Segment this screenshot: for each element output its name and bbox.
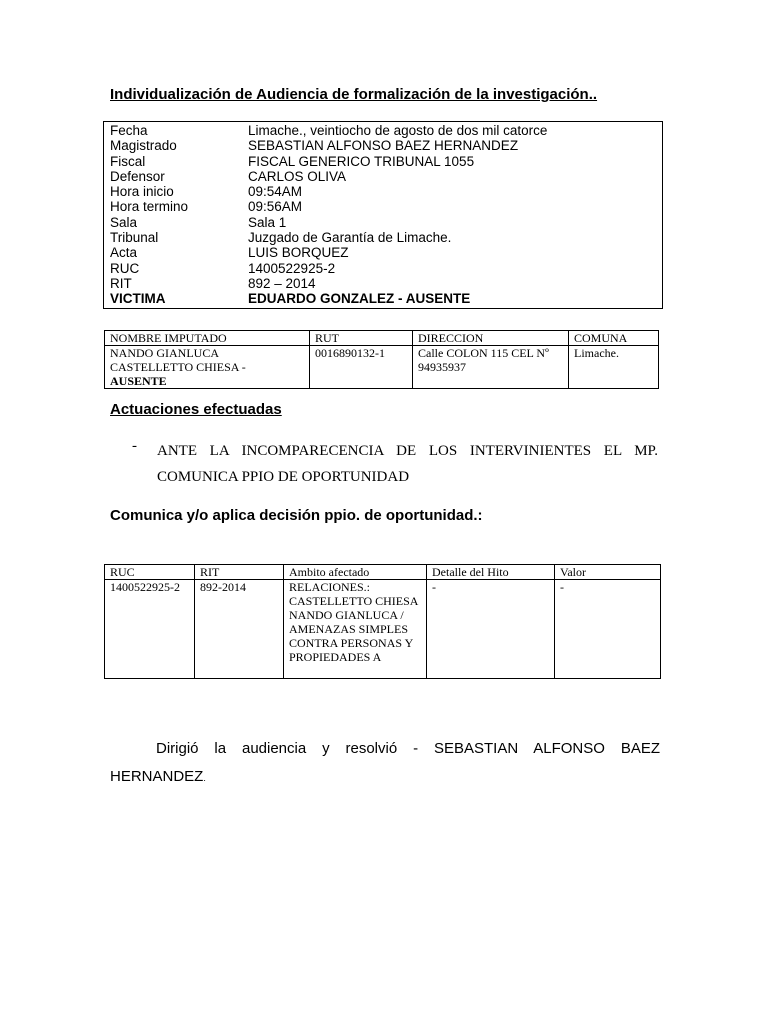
info-row [104, 122, 663, 139]
info-value: 09:54AM [248, 184, 303, 200]
cell-valor: - [555, 580, 661, 679]
info-value: EDUARDO GONZALEZ - AUSENTE [248, 291, 471, 307]
info-row [104, 276, 663, 291]
info-value: Juzgado de Garantía de Limache. [248, 230, 452, 246]
info-value: Limache., veintiocho de agosto de dos mil catorce [248, 123, 548, 138]
imputado-name: NANDO GIANLUCA CASTELLETTO CHIESA - [110, 346, 246, 374]
info-label: Sala [110, 214, 138, 230]
actuacion-item: ANTE LA INCOMPARECENCIA DE LOS INTERVINIENTES EL MP. COMUNICA PPIO DE OPORTUNIDAD [157, 443, 658, 485]
cell-rit: 892-2014 [195, 580, 284, 679]
imputado-table [104, 330, 659, 389]
actuaciones-heading: Actuaciones efectuadas [110, 401, 282, 418]
header-comuna: COMUNA [569, 331, 659, 346]
cell-comuna: Limache. [569, 346, 659, 389]
info-row [104, 199, 663, 214]
info-label: RUC [110, 260, 140, 276]
imputado-header-row [105, 331, 659, 346]
info-value: 1400522925-2 [248, 260, 336, 276]
info-value: CARLOS OLIVA [248, 168, 347, 184]
hearing-info-table [103, 121, 663, 309]
imputado-status: AUSENTE [110, 374, 167, 388]
info-value: LUIS BORQUEZ [248, 245, 349, 261]
hito-header-row [105, 565, 661, 580]
header-detalle: Detalle del Hito [427, 565, 555, 580]
bullet-dash: - [132, 438, 137, 454]
info-label: Fiscal [110, 153, 146, 169]
info-row [104, 169, 663, 184]
header-ruc: RUC [105, 565, 195, 580]
info-label: Hora termino [110, 199, 189, 215]
info-label: Fecha [110, 123, 148, 138]
cell-nombre-imputado [105, 346, 310, 389]
info-label: Tribunal [110, 230, 159, 246]
header-direccion: DIRECCION [413, 331, 569, 346]
info-label: VICTIMA [110, 291, 166, 307]
page-title: Individualización de Audiencia de formalización de la investigación.. [110, 86, 598, 103]
info-value: Sala 1 [248, 214, 287, 230]
cell-direccion: Calle COLON 115 CEL Nº 94935937 [413, 346, 569, 389]
header-nombre-imputado: NOMBRE IMPUTADO [105, 331, 310, 346]
hito-table [104, 564, 661, 679]
header-valor: Valor [555, 565, 661, 580]
info-label: Hora inicio [110, 184, 174, 200]
info-label: Defensor [110, 168, 165, 184]
info-value: 09:56AM [248, 199, 303, 215]
info-row [104, 245, 663, 260]
table-row [105, 346, 659, 389]
cell-rut: 0016890132-1 [310, 346, 413, 389]
header-ambito: Ambito afectado [284, 565, 427, 580]
info-row [104, 154, 663, 169]
info-label: Acta [110, 245, 138, 261]
closing-text: Dirigió la audiencia y resolvió - SEBASTIAN ALFONSO BAEZ HERNANDEZ [110, 740, 660, 785]
info-value: FISCAL GENERICO TRIBUNAL 1055 [248, 153, 475, 169]
info-row [104, 184, 663, 199]
info-value: SEBASTIAN ALFONSO BAEZ HERNANDEZ [248, 138, 519, 154]
info-label: RIT [110, 275, 132, 291]
info-row [104, 261, 663, 276]
info-row [104, 230, 663, 245]
info-row [104, 215, 663, 230]
cell-detalle: - [427, 580, 555, 679]
info-row [104, 291, 663, 308]
header-rut: RUT [310, 331, 413, 346]
info-value: 892 – 2014 [248, 275, 316, 291]
closing-period: . [203, 773, 206, 783]
cell-ruc: 1400522925-2 [105, 580, 195, 679]
header-rit: RIT [195, 565, 284, 580]
table-row [105, 580, 661, 679]
cell-ambito: RELACIONES.: CASTELLETTO CHIESA NANDO GIANLUCA / AMENAZAS SIMPLES CONTRA PERSONAS Y PROPIEDADES A [284, 580, 427, 679]
info-row [104, 138, 663, 153]
decision-heading: Comunica y/o aplica decisión ppio. de oportunidad.: [110, 507, 483, 524]
info-label: Magistrado [110, 138, 177, 154]
closing-paragraph [110, 735, 660, 792]
